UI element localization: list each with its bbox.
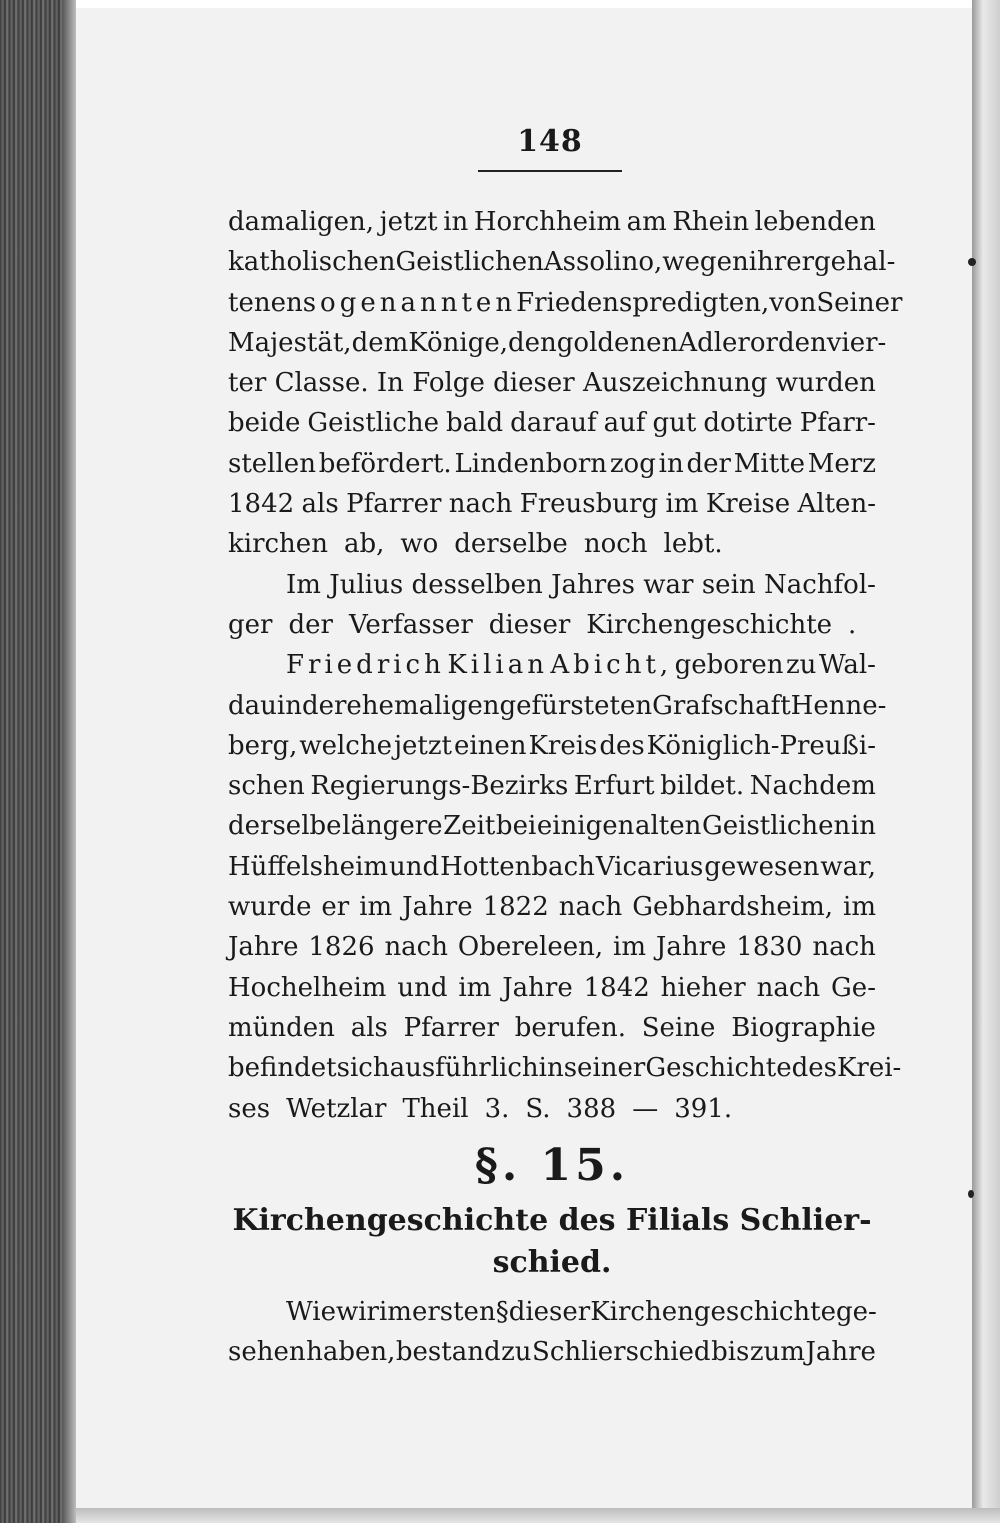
text-line <box>228 847 876 887</box>
word: Jahre <box>228 932 299 963</box>
word: befördert. <box>318 448 452 479</box>
word: Abicht, <box>550 650 673 681</box>
word: Adlerorden <box>678 327 827 358</box>
word: 388 <box>566 1093 617 1124</box>
word: münden <box>228 1012 335 1043</box>
text-line <box>228 927 876 967</box>
word: wir <box>335 1297 379 1327</box>
word: von <box>769 287 817 318</box>
text-line <box>228 524 876 564</box>
word: 1842 <box>228 489 295 520</box>
word: in <box>538 1053 564 1084</box>
word: ehemaligen <box>346 690 500 721</box>
word: in <box>658 448 684 479</box>
word: Jahre <box>805 1337 876 1368</box>
word: nach <box>812 932 876 963</box>
word: Gebhardsheim, <box>632 892 834 923</box>
word: Geistliche <box>307 408 439 439</box>
word: wegen <box>662 247 749 278</box>
word: Verfasser <box>348 609 473 640</box>
word: Könige, <box>408 327 508 358</box>
word: Henne- <box>790 690 887 721</box>
word: Seiner <box>816 287 903 318</box>
word: Wie <box>286 1297 336 1327</box>
word: berg, <box>228 730 298 761</box>
word: wo <box>400 529 439 560</box>
word: im <box>843 892 876 923</box>
word: Auszeichnung <box>582 368 768 399</box>
word: nach <box>756 972 821 1003</box>
word: Friedenspredigten, <box>516 287 770 318</box>
word: war, <box>820 851 876 882</box>
word: Königlich-Preußi- <box>646 730 876 761</box>
word: im <box>613 932 647 963</box>
text-line <box>228 1332 876 1372</box>
word: nach <box>384 932 448 963</box>
word: 1830 <box>736 932 803 963</box>
text-line <box>228 887 876 927</box>
word: und <box>397 972 448 1003</box>
word: am <box>626 207 667 237</box>
text-line <box>228 565 876 605</box>
word: bildet. <box>660 771 745 802</box>
book-binding-shadow <box>62 0 76 1523</box>
word: in <box>276 690 302 721</box>
word: Geschichte <box>645 1053 792 1084</box>
word: ausführlich <box>389 1053 539 1084</box>
word: der <box>288 609 333 640</box>
text-line <box>228 766 876 806</box>
section-heading: §. 15. <box>474 1140 630 1191</box>
word: bestand <box>395 1337 501 1368</box>
word: damaligen, <box>228 207 374 237</box>
word: der <box>686 448 731 479</box>
text-line <box>228 484 876 524</box>
word: Alten- <box>797 489 876 520</box>
text-line <box>228 726 876 766</box>
word: gewesen <box>704 851 820 882</box>
word: Folge <box>412 368 485 399</box>
word: S. <box>525 1093 551 1124</box>
word: zu <box>785 650 817 681</box>
text-line <box>228 323 887 363</box>
word: haben, <box>306 1337 396 1368</box>
word: längere <box>342 811 443 842</box>
word: bald <box>446 408 504 439</box>
word: war <box>643 569 694 600</box>
word: Kreis <box>528 730 598 761</box>
word: Wetzlar <box>286 1093 387 1124</box>
word: Zeit <box>443 811 496 842</box>
word: . <box>848 609 857 640</box>
word: welche <box>299 730 392 761</box>
word: Hottenbach <box>440 851 595 882</box>
word: Pfarrer <box>346 489 442 520</box>
word: noch <box>583 529 648 560</box>
word: berufen. <box>514 1012 626 1043</box>
word: Rhein <box>672 207 750 237</box>
word: lebt. <box>663 529 723 560</box>
word: kirchen <box>228 529 328 560</box>
word: Vicarius <box>595 851 704 882</box>
word: bei <box>495 811 537 842</box>
word: ab, <box>343 529 385 560</box>
word: gefürsteten <box>499 690 653 721</box>
word: Jahre <box>402 892 473 923</box>
page-bottom-edge <box>76 1508 1000 1523</box>
word: dotirte <box>703 408 793 439</box>
word: Theil <box>402 1093 469 1124</box>
word: Pfarr- <box>799 408 876 439</box>
word: dem <box>351 327 409 358</box>
page-mark <box>968 258 976 266</box>
word: katholischen <box>228 247 396 278</box>
word: stellen <box>228 448 316 479</box>
word: tenen <box>228 287 303 318</box>
word: jetzt <box>379 207 438 237</box>
text-line <box>228 806 876 846</box>
word: derselbe <box>454 529 568 560</box>
word: im <box>378 1297 412 1327</box>
text-line <box>228 686 887 726</box>
word: in <box>850 811 876 842</box>
word: Geistlichen <box>701 811 851 842</box>
page-mark <box>968 1190 974 1198</box>
word: im <box>665 489 699 520</box>
word: Lindenborn <box>454 448 608 479</box>
word: dieser <box>493 368 575 399</box>
word: des <box>599 730 645 761</box>
word: Nachdem <box>749 771 876 802</box>
page-right-edge <box>972 0 1000 1523</box>
word: Nachfol- <box>764 569 876 600</box>
word: Geistlichen <box>395 247 544 278</box>
word: jetzt <box>393 730 452 761</box>
word: bis <box>711 1337 750 1368</box>
word: 1826 <box>308 932 375 963</box>
word: Ge- <box>831 972 876 1003</box>
word: 3. <box>484 1093 510 1124</box>
word: er <box>321 892 350 923</box>
word: Jahres <box>551 569 635 600</box>
word: Grafschaft <box>652 690 791 721</box>
word: — <box>632 1093 659 1124</box>
word: Merz <box>807 448 876 479</box>
word: Kirchengeschichte <box>586 609 833 640</box>
word: desselben <box>411 569 543 600</box>
word: Seine <box>641 1012 716 1043</box>
text-line <box>228 968 876 1008</box>
word: nach <box>558 892 623 923</box>
word: Schlierschied <box>532 1337 711 1368</box>
word: sein <box>701 569 756 600</box>
word: hieher <box>660 972 746 1003</box>
body-text-continued <box>228 1292 876 1373</box>
word: sehen <box>228 1337 306 1368</box>
word: dieser <box>488 609 571 640</box>
word: Majestät, <box>228 327 352 358</box>
word: Assolino, <box>543 247 663 278</box>
page-number: 148 <box>517 124 583 159</box>
word: sogenannten <box>302 287 517 318</box>
word: seiner <box>563 1053 646 1084</box>
word: derselbe <box>228 811 342 842</box>
word: dau <box>228 690 277 721</box>
word: gehal- <box>814 247 896 278</box>
word: dieser <box>508 1297 591 1327</box>
word: vier- <box>826 327 887 358</box>
word: Jahre <box>502 972 573 1003</box>
word: Pfarrer <box>403 1012 499 1043</box>
word: Kilian <box>447 650 548 681</box>
word: ihrer <box>748 247 815 278</box>
word: zum <box>749 1337 805 1368</box>
text-line <box>228 444 876 484</box>
text-line <box>228 1008 876 1048</box>
word: 391. <box>674 1093 733 1124</box>
word: beide <box>228 408 301 439</box>
word: Kirchengeschichte <box>590 1297 836 1327</box>
word: Horchheim <box>473 207 621 237</box>
word: in <box>443 207 469 237</box>
word: ger <box>228 609 273 640</box>
word: auf <box>603 408 646 439</box>
word: schen <box>228 771 305 802</box>
word: und <box>388 851 440 882</box>
word: ter <box>228 368 267 399</box>
text-line <box>228 403 876 443</box>
text-line <box>228 242 896 282</box>
word: wurden <box>775 368 876 399</box>
word: 1822 <box>482 892 549 923</box>
word: Biographie <box>731 1012 876 1043</box>
text-line <box>228 645 876 685</box>
section-title-line: schied. <box>492 1245 612 1280</box>
word: geboren <box>674 650 784 681</box>
word: 1842 <box>583 972 650 1003</box>
word: ge- <box>835 1297 877 1327</box>
text-line <box>228 605 876 645</box>
word: Kreise <box>705 489 791 520</box>
word: ses <box>228 1093 271 1124</box>
word: Mitte <box>733 448 805 479</box>
word: Obereleen, <box>457 932 604 963</box>
section-title <box>228 1200 876 1284</box>
page-number-rule <box>478 170 622 172</box>
word: zu <box>501 1337 532 1368</box>
word: alten <box>634 811 702 842</box>
word: Krei- <box>836 1053 902 1084</box>
word: des <box>791 1053 837 1084</box>
word: sich <box>336 1053 390 1084</box>
word: einen <box>453 730 527 761</box>
word: Im <box>286 569 321 600</box>
section-title-line: Kirchengeschichte des Filials Schlier- <box>232 1203 872 1238</box>
text-line <box>228 1089 876 1129</box>
text-line <box>228 1048 902 1088</box>
word: In <box>376 368 404 399</box>
word: den <box>508 327 557 358</box>
text-line <box>228 363 876 403</box>
word: als <box>301 489 339 520</box>
word: im <box>458 972 492 1003</box>
text-line <box>228 283 903 323</box>
word: goldenen <box>556 327 679 358</box>
word: gut <box>652 408 697 439</box>
word: ersten <box>411 1297 496 1327</box>
word: als <box>350 1012 388 1043</box>
word: einigen <box>536 811 635 842</box>
word: Erfurt <box>573 771 655 802</box>
word: darauf <box>510 408 597 439</box>
body-text <box>228 202 903 1129</box>
word: zog <box>609 448 656 479</box>
word: lebenden <box>754 207 876 237</box>
word: befindet <box>228 1053 337 1084</box>
word: Friedrich <box>286 650 445 681</box>
word: der <box>301 690 347 721</box>
word: nach <box>448 489 513 520</box>
word: Wal- <box>818 650 876 681</box>
word: Hochelheim <box>228 972 387 1003</box>
text-line <box>228 202 876 242</box>
word: Freusburg <box>519 489 659 520</box>
word: im <box>359 892 393 923</box>
word: Julius <box>329 569 404 600</box>
word: wurde <box>228 892 312 923</box>
text-line <box>228 1292 876 1332</box>
word: § <box>495 1297 509 1327</box>
word: Regierungs-Bezirks <box>310 771 569 802</box>
word: Classe. <box>274 368 369 399</box>
word: Jahre <box>655 932 727 963</box>
word: Hüffelsheim <box>228 851 389 882</box>
